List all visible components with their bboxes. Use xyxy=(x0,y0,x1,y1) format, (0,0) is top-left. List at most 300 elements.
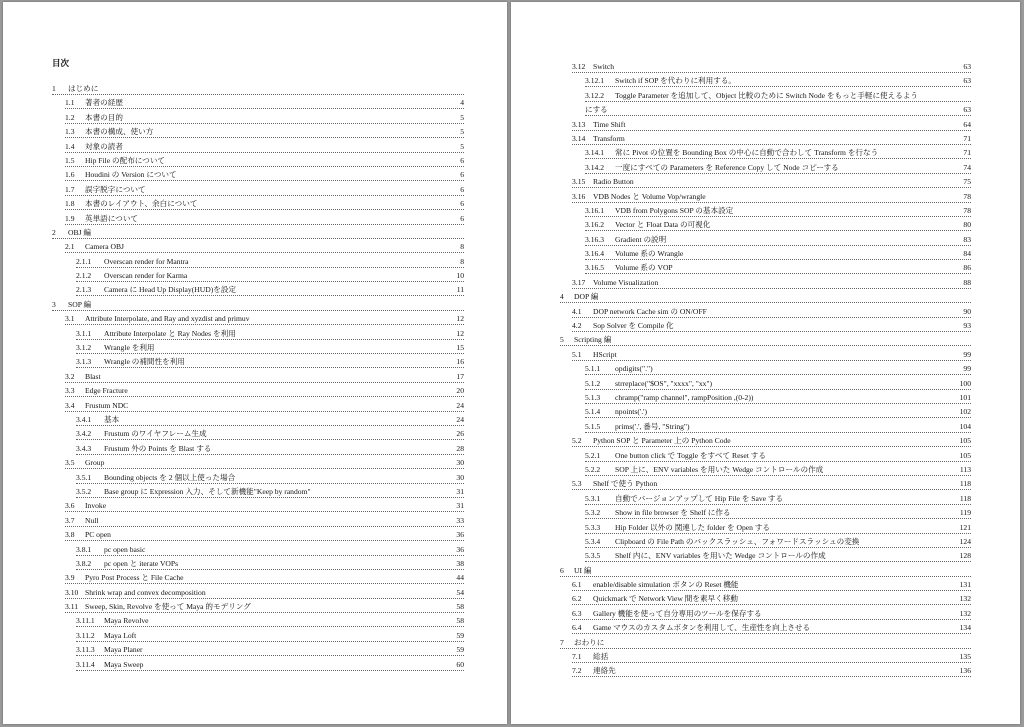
toc-entry-label: Toggle Parameter を追加して、Object 比較のために Switch Node をもっと手軽に使えるよう xyxy=(615,90,919,100)
toc-entry-label: Base group に Expression 入力、そして新機能"Keep by random" xyxy=(104,486,311,496)
toc-entry-label: 本書のレイアウト、余白について xyxy=(85,199,198,209)
toc-entry-number: 1.5 xyxy=(65,155,75,165)
toc-entry[interactable] xyxy=(511,620,1020,634)
toc-entry-number: 3.16.3 xyxy=(585,234,604,244)
toc-entry-page-number: 78 xyxy=(963,205,971,215)
toc-entry-page-number: 84 xyxy=(963,249,971,259)
toc-entry-number: 2.1 xyxy=(65,242,75,252)
toc-entry-number: 5.1.1 xyxy=(585,364,601,374)
toc-entry-label: SOP 編 xyxy=(68,299,92,309)
toc-entry-number: 5 xyxy=(560,335,564,345)
toc-entry-page-number: 124 xyxy=(959,536,971,546)
toc-entry-page-number: 64 xyxy=(963,119,971,129)
toc-entry-number: 3.10 xyxy=(65,587,79,597)
toc-entry[interactable] xyxy=(3,383,507,397)
toc-entry-label: Shelf 内に、ENV variables を用いた Wedge コントロールの作成 xyxy=(615,551,826,561)
toc-entry-label: VDB from Polygons SOP の基本設定 xyxy=(615,205,734,215)
toc-entry-page-number: 86 xyxy=(963,263,971,273)
toc-entry-label: 本書の目的 xyxy=(85,112,123,122)
toc-entry[interactable] xyxy=(3,326,507,340)
toc-entry-page-number: 6 xyxy=(460,199,464,209)
toc-entry[interactable] xyxy=(3,340,507,354)
toc-entry-page-number: 135 xyxy=(959,652,971,662)
toc-entry[interactable] xyxy=(3,211,507,225)
toc-entry-page-number: 75 xyxy=(963,177,971,187)
toc-entry-number: 3.16.5 xyxy=(585,263,604,273)
toc-entry-page-number: 58 xyxy=(456,616,464,626)
toc-entry-label: 基本 xyxy=(104,414,120,424)
toc-entry[interactable] xyxy=(511,361,1020,375)
toc-entry[interactable] xyxy=(511,304,1020,318)
toc-entry-label: 自動でバージョンアップして Hip File を Save する xyxy=(615,493,784,503)
toc-entry[interactable] xyxy=(511,548,1020,562)
toc-entry-label: Volume 系の VOP xyxy=(615,263,673,273)
toc-entry[interactable] xyxy=(3,498,507,512)
toc-entry[interactable] xyxy=(511,635,1020,649)
toc-entry-page-number: 24 xyxy=(456,414,464,424)
toc-entry-number: 6.4 xyxy=(572,623,582,633)
toc-entry-number: 3.14 xyxy=(572,133,586,143)
toc-entry[interactable] xyxy=(3,642,507,656)
toc-entry[interactable] xyxy=(3,81,507,95)
toc-entry-page-number: 99 xyxy=(963,364,971,374)
toc-entry[interactable] xyxy=(511,246,1020,260)
toc-entry-page-number: 63 xyxy=(963,105,971,115)
toc-entry[interactable] xyxy=(511,260,1020,274)
toc-entry[interactable] xyxy=(511,520,1020,534)
toc-entry[interactable] xyxy=(3,139,507,153)
toc-entry-label: Maya Planer xyxy=(104,645,143,655)
toc-entry-page-number: 36 xyxy=(456,530,464,540)
toc-entry[interactable] xyxy=(511,232,1020,246)
toc-entry-number: 3.8.1 xyxy=(76,544,92,554)
toc-entry-page-number: 71 xyxy=(963,148,971,158)
toc-entry[interactable] xyxy=(511,275,1020,289)
toc-entry-number: 2.1.3 xyxy=(76,285,92,295)
toc-entry-page-number: 17 xyxy=(456,371,464,381)
toc-entry-label: Invoke xyxy=(85,501,107,511)
toc-entry[interactable] xyxy=(511,591,1020,605)
toc-entry-label: 誤字脱字について xyxy=(85,184,146,194)
toc-entry[interactable] xyxy=(3,556,507,570)
toc-entry-number: 4 xyxy=(560,292,564,302)
toc-entry-label: Maya Sweep xyxy=(104,659,144,669)
toc-entry[interactable] xyxy=(3,585,507,599)
toc-entry-label: enable/disable simulation ボタンの Reset 機能 xyxy=(593,580,739,590)
toc-entry-page-number: 31 xyxy=(456,486,464,496)
toc-entry-label: 英単語について xyxy=(85,213,139,223)
toc-entry[interactable] xyxy=(511,505,1020,519)
toc-entry-label: 一度にすべての Parameters を Reference Copy して Node コピーする xyxy=(615,162,839,172)
toc-entry-label: DOP 編 xyxy=(574,292,599,302)
toc-entry-page-number: 30 xyxy=(456,458,464,468)
toc-entry[interactable] xyxy=(511,606,1020,620)
toc-entry-label: PC open xyxy=(85,530,111,540)
toc-entry-number: 6.1 xyxy=(572,580,582,590)
toc-entry-label: 著者の経歴 xyxy=(85,98,123,108)
toc-entry-label: 常に Pivot の位置を Bounding Box の中心に自動で合わして Transform を行なう xyxy=(615,148,879,158)
toc-entry-label: Group xyxy=(85,458,105,468)
toc-entry[interactable] xyxy=(3,282,507,296)
toc-entry-number: 3.8 xyxy=(65,530,75,540)
toc-entry-page-number: 100 xyxy=(959,378,971,388)
toc-entry-page-number: 60 xyxy=(456,659,464,669)
toc-entry-label: HScript xyxy=(593,349,617,359)
toc-entry-number: 3.11.3 xyxy=(76,645,95,655)
toc-entry[interactable] xyxy=(3,354,507,368)
toc-entry-label: 総括 xyxy=(593,652,609,662)
toc-entry-page-number: 132 xyxy=(959,594,971,604)
toc-entry-page-number: 113 xyxy=(959,464,971,474)
toc-entry-page-number: 11 xyxy=(456,285,464,295)
toc-entry[interactable] xyxy=(3,110,507,124)
toc-entry[interactable] xyxy=(511,289,1020,303)
toc-entry[interactable] xyxy=(511,448,1020,462)
toc-entry-number: 4.2 xyxy=(572,321,582,331)
toc-entry-label: Transform xyxy=(593,133,625,143)
toc-entry-number: 1.2 xyxy=(65,112,75,122)
toc-entry[interactable] xyxy=(3,196,507,210)
toc-entry[interactable] xyxy=(511,332,1020,346)
toc-entry[interactable] xyxy=(511,203,1020,217)
toc-entry-page-number: 33 xyxy=(456,515,464,525)
toc-entry[interactable] xyxy=(511,577,1020,591)
toc-entry[interactable] xyxy=(3,542,507,556)
toc-entry-label: Wrangle を利用 xyxy=(104,343,155,353)
toc-entry[interactable] xyxy=(511,390,1020,404)
toc-entry-label: Clipboard の File Path のバックスラッシュ、フォワードスラッシュの変換 xyxy=(615,536,860,546)
toc-entry-number: 5.3.4 xyxy=(585,536,601,546)
toc-entry-label: npoints('.') xyxy=(615,407,648,417)
toc-entry-number: 1.4 xyxy=(65,141,75,151)
toc-entry-number: 3.12.2 xyxy=(585,90,604,100)
toc-entry[interactable] xyxy=(511,131,1020,145)
toc-entry-number: 3.16 xyxy=(572,191,586,201)
toc-entry[interactable] xyxy=(3,95,507,109)
toc-entry-number: 3.11 xyxy=(65,602,79,612)
toc-entry-page-number: 134 xyxy=(959,623,971,633)
toc-entry-number: 1.6 xyxy=(65,170,75,180)
toc-entry-label: Blast xyxy=(85,371,101,381)
toc-entry-page-number: 119 xyxy=(959,508,971,518)
toc-entry[interactable] xyxy=(511,160,1020,174)
toc-entry[interactable] xyxy=(511,534,1020,548)
toc-entry[interactable] xyxy=(511,476,1020,490)
toc-entry-page-number: 12 xyxy=(456,328,464,338)
toc-entry[interactable] xyxy=(511,491,1020,505)
toc-entry-number: 3.2 xyxy=(65,371,75,381)
toc-entry-label: chramp("ramp channel", rampPosition ,(0-2)) xyxy=(615,392,754,402)
toc-entry-page-number: 132 xyxy=(959,608,971,618)
toc-entry[interactable] xyxy=(3,311,507,325)
toc-entry[interactable] xyxy=(3,441,507,455)
toc-entry-number: 3.4.1 xyxy=(76,414,92,424)
toc-entry-number: 3.5.2 xyxy=(76,486,92,496)
toc-entry-label: Game マウスのカスタムボタンを利用して、生産性を向上させる xyxy=(593,623,811,633)
toc-entry-label: prims('.', 番号, "String") xyxy=(615,421,690,431)
toc-entry-page-number: 6 xyxy=(460,155,464,165)
toc-entry-page-number: 59 xyxy=(456,645,464,655)
toc-entry-label: Houdini の Version について xyxy=(85,170,177,180)
toc-entry-number: 3.11.4 xyxy=(76,659,95,669)
toc-entry-label: OBJ 編 xyxy=(68,227,91,237)
toc-entry-label: Frustum 外の Points を Blast する xyxy=(104,443,212,453)
toc-entry-label: Sweep, Skin, Revolve を使って Maya 的モデリング xyxy=(85,602,251,612)
toc-entry-label: Sop Solver を Compile 化 xyxy=(593,321,674,331)
toc-entry[interactable] xyxy=(511,347,1020,361)
toc-entry[interactable] xyxy=(3,124,507,138)
toc-entry[interactable] xyxy=(511,462,1020,476)
toc-entry[interactable] xyxy=(511,117,1020,131)
toc-entry-label: Pyro Post Process と File Cache xyxy=(85,573,184,583)
toc-entry-page-number: 118 xyxy=(959,493,971,503)
toc-entry[interactable] xyxy=(3,167,507,181)
toc-entry-number: 5.1.2 xyxy=(585,378,601,388)
toc-entry[interactable] xyxy=(3,182,507,196)
toc-entry[interactable] xyxy=(3,153,507,167)
toc-entry-page-number: 104 xyxy=(959,421,971,431)
toc-entry[interactable] xyxy=(3,613,507,627)
toc-entry-label: VDB Nodes と Volume Vop/wrangle xyxy=(593,191,706,201)
toc-entry-label: Python SOP と Parameter 上の Python Code xyxy=(593,436,731,446)
toc-entry-page-number: 71 xyxy=(963,133,971,143)
toc-entry-number: 7.2 xyxy=(572,666,582,676)
toc-entry-page-number: 131 xyxy=(959,580,971,590)
toc-entry[interactable] xyxy=(511,433,1020,447)
toc-entry[interactable] xyxy=(3,657,507,671)
toc-entry[interactable] xyxy=(3,297,507,311)
toc-entry-number: 3.14.2 xyxy=(585,162,604,172)
toc-entry-number: 3.16.2 xyxy=(585,220,604,230)
toc-entry-number: 3.5.1 xyxy=(76,472,92,482)
toc-entry-page-number: 99 xyxy=(963,349,971,359)
toc-entry-number: 3.8.2 xyxy=(76,558,92,568)
toc-entry-page-number: 105 xyxy=(959,436,971,446)
toc-entry-label: Quickmark で Network View 間を素早く移動 xyxy=(593,594,738,604)
toc-entry-number: 3.1.1 xyxy=(76,328,92,338)
toc-entry-number: 3.12 xyxy=(572,62,586,71)
toc-entry-label: Frustum NDC xyxy=(85,400,129,410)
toc-entry-page-number: 88 xyxy=(963,277,971,287)
toc-entry[interactable] xyxy=(3,527,507,541)
toc-entry-page-number: 63 xyxy=(963,76,971,86)
toc-entry-label: Hip File の配布について xyxy=(85,155,166,165)
toc-entry-label: 連絡先 xyxy=(593,666,616,676)
toc-entry[interactable] xyxy=(3,239,507,253)
toc-entry-page-number: 28 xyxy=(456,443,464,453)
toc-entry-number: 3.15 xyxy=(572,177,586,187)
toc-entry-page-number: 80 xyxy=(963,220,971,230)
toc-entry[interactable] xyxy=(3,426,507,440)
toc-entry-page-number: 44 xyxy=(456,573,464,583)
toc-entry-page-number: 24 xyxy=(456,400,464,410)
toc-entry-page-number: 4 xyxy=(460,98,464,108)
toc-entry-page-number: 26 xyxy=(456,429,464,439)
toc-entry-label: One button click で Toggle をすべて Reset する xyxy=(615,450,766,460)
toc-entry[interactable] xyxy=(511,663,1020,677)
toc-entry-number: 3.1 xyxy=(65,314,75,324)
toc-entry-number: 5.1.4 xyxy=(585,407,601,417)
toc-entry[interactable] xyxy=(511,59,1020,73)
toc-entry-page-number: 6 xyxy=(460,213,464,223)
toc-entry-label: Radio Button xyxy=(593,177,634,187)
toc-entry[interactable] xyxy=(511,145,1020,159)
toc-entry-number: 3.4.2 xyxy=(76,429,92,439)
toc-entry-page-number: 128 xyxy=(959,551,971,561)
toc-entry-number: 5.1.3 xyxy=(585,392,601,402)
toc-entry-number: 6 xyxy=(560,565,564,575)
toc-entry-number: 3.11.1 xyxy=(76,616,95,626)
toc-entry[interactable] xyxy=(3,398,507,412)
toc-entry-label: Overscan render for Mantra xyxy=(104,256,189,266)
toc-list-right xyxy=(511,59,1020,678)
toc-entry-number: 3.1.3 xyxy=(76,357,92,367)
toc-entry[interactable] xyxy=(3,470,507,484)
toc-entry-number: 7 xyxy=(560,637,564,647)
toc-entry-page-number: 6 xyxy=(460,184,464,194)
toc-entry-page-number: 105 xyxy=(959,450,971,460)
toc-entry-number: 3.9 xyxy=(65,573,75,583)
toc-entry[interactable] xyxy=(3,225,507,239)
toc-entry-label: Shelf で使う Python xyxy=(593,479,658,489)
toc-entry[interactable] xyxy=(3,369,507,383)
toc-entry-label: Edge Fracture xyxy=(85,386,128,396)
toc-entry-label: SOP 上に、ENV variables を用いた Wedge コントロールの作成 xyxy=(615,464,824,474)
toc-entry-label: Maya Loft xyxy=(104,630,137,640)
toc-entry-label: おわりに xyxy=(574,637,605,647)
toc-entry-number: 1 xyxy=(52,84,56,93)
toc-entry-page-number: 78 xyxy=(963,191,971,201)
toc-entry[interactable] xyxy=(3,628,507,642)
toc-entry[interactable] xyxy=(511,563,1020,577)
toc-entry[interactable] xyxy=(511,88,1020,102)
toc-entry-page-number: 90 xyxy=(963,306,971,316)
toc-entry-label: Volume Visualization xyxy=(593,277,659,287)
toc-entry-page-number: 5 xyxy=(460,141,464,151)
toc-entry[interactable] xyxy=(3,484,507,498)
toc-entry-number: 3.13 xyxy=(572,119,586,129)
toc-entry-label: Switch if SOP を代わりに利用する。 xyxy=(615,76,737,86)
toc-entry-number: 2.1.2 xyxy=(76,271,92,281)
toc-entry[interactable] xyxy=(511,318,1020,332)
toc-entry-label: Camera に Head Up Display(HUD)を設定 xyxy=(104,285,237,295)
toc-entry-number: 2.1.1 xyxy=(76,256,92,266)
toc-entry[interactable] xyxy=(511,419,1020,433)
toc-entry-page-number: 30 xyxy=(456,472,464,482)
toc-entry-label: Attribute Interpolate, and Ray and xyzdist and primuv xyxy=(85,314,250,324)
toc-entry-number: 5.3.2 xyxy=(585,508,601,518)
toc-entry-page-number: 31 xyxy=(456,501,464,511)
toc-entry-label: Maya Revolve xyxy=(104,616,149,626)
toc-entry[interactable] xyxy=(511,73,1020,87)
toc-entry-label: 対象の読者 xyxy=(85,141,123,151)
toc-entry-number: 2 xyxy=(52,227,56,237)
toc-entry-number: 5.1 xyxy=(572,349,582,359)
toc-entry[interactable] xyxy=(3,254,507,268)
toc-entry[interactable] xyxy=(3,513,507,527)
toc-entry-number: 5.2.1 xyxy=(585,450,601,460)
toc-entry-page-number: 93 xyxy=(963,321,971,331)
toc-entry[interactable] xyxy=(511,649,1020,663)
toc-entry-page-number: 118 xyxy=(959,479,971,489)
toc-entry-label: pc open basic xyxy=(104,544,146,554)
toc-entry[interactable] xyxy=(3,455,507,469)
toc-entry-label: Hip Folder 以外の 関連した folder を Open する xyxy=(615,522,771,532)
toc-entry-page-number: 83 xyxy=(963,234,971,244)
toc-entry-page-number: 102 xyxy=(959,407,971,417)
toc-entry-number: 1.9 xyxy=(65,213,75,223)
toc-entry-number: 1.1 xyxy=(65,98,75,108)
toc-entry[interactable] xyxy=(511,217,1020,231)
toc-entry-label: にする xyxy=(585,105,608,115)
toc-entry-number: 3.7 xyxy=(65,515,75,525)
toc-entry[interactable] xyxy=(3,268,507,282)
toc-entry-page-number: 74 xyxy=(963,162,971,172)
toc-entry-page-number: 38 xyxy=(456,558,464,568)
toc-title: 目次 xyxy=(52,58,70,68)
toc-entry-page-number: 8 xyxy=(460,256,464,266)
toc-entry-label: Attribute Interpolate と Ray Nodes を利用 xyxy=(104,328,236,338)
toc-entry[interactable] xyxy=(511,174,1020,188)
toc-entry[interactable] xyxy=(511,189,1020,203)
toc-entry-number: 3.5 xyxy=(65,458,75,468)
toc-entry-number: 5.1.5 xyxy=(585,421,601,431)
toc-page-left xyxy=(3,2,507,724)
toc-entry-number: 6.2 xyxy=(572,594,582,604)
toc-entry-label: Wrangle の補間性を利用 xyxy=(104,357,185,367)
toc-entry-number: 3.16.4 xyxy=(585,249,604,259)
toc-entry[interactable] xyxy=(511,102,1020,116)
toc-entry-label: Camera OBJ xyxy=(85,242,125,252)
toc-entry-number: 4.1 xyxy=(572,306,582,316)
toc-entry-page-number: 59 xyxy=(456,630,464,640)
toc-page-right xyxy=(511,2,1020,724)
toc-entry-number: 5.2 xyxy=(572,436,582,446)
toc-entry-label: Shrink wrap and convex decomposition xyxy=(85,587,206,597)
toc-entry[interactable] xyxy=(3,599,507,613)
toc-entry-number: 3.4.3 xyxy=(76,443,92,453)
toc-entry[interactable] xyxy=(511,376,1020,390)
toc-entry[interactable] xyxy=(3,570,507,584)
toc-entry-label: Gallery 機能を使って自分専用のツールを保存する xyxy=(593,608,762,618)
toc-entry-number: 3.3 xyxy=(65,386,75,396)
toc-entry-label: Scripting 編 xyxy=(574,335,612,345)
toc-entry-page-number: 12 xyxy=(456,314,464,324)
toc-entry-number: 3.11.2 xyxy=(76,630,95,640)
toc-entry-page-number: 20 xyxy=(456,386,464,396)
toc-entry-number: 3.16.1 xyxy=(585,205,604,215)
dot-leader xyxy=(572,676,971,677)
toc-entry-number: 3 xyxy=(52,299,56,309)
toc-entry-number: 3.14.1 xyxy=(585,148,604,158)
toc-entry[interactable] xyxy=(511,404,1020,418)
toc-entry-label: Null xyxy=(85,515,99,525)
toc-entry-number: 3.4 xyxy=(65,400,75,410)
toc-entry-number: 3.6 xyxy=(65,501,75,511)
toc-entry-number: 1.8 xyxy=(65,199,75,209)
toc-entry-page-number: 8 xyxy=(460,242,464,252)
toc-entry-label: Switch xyxy=(593,62,615,71)
toc-entry-label: Show in file browser を Shelf に作る xyxy=(615,508,731,518)
toc-entry-number: 1.7 xyxy=(65,184,75,194)
toc-entry-number: 5.3.1 xyxy=(585,493,601,503)
toc-entry-page-number: 16 xyxy=(456,357,464,367)
toc-entry-label: Volume 系の Wrangle xyxy=(615,249,684,259)
toc-entry-number: 5.3.5 xyxy=(585,551,601,561)
toc-entry-number: 5.3 xyxy=(572,479,582,489)
toc-entry[interactable] xyxy=(3,412,507,426)
toc-entry-label: Bounding objects を 2 個以上使った場合 xyxy=(104,472,236,482)
